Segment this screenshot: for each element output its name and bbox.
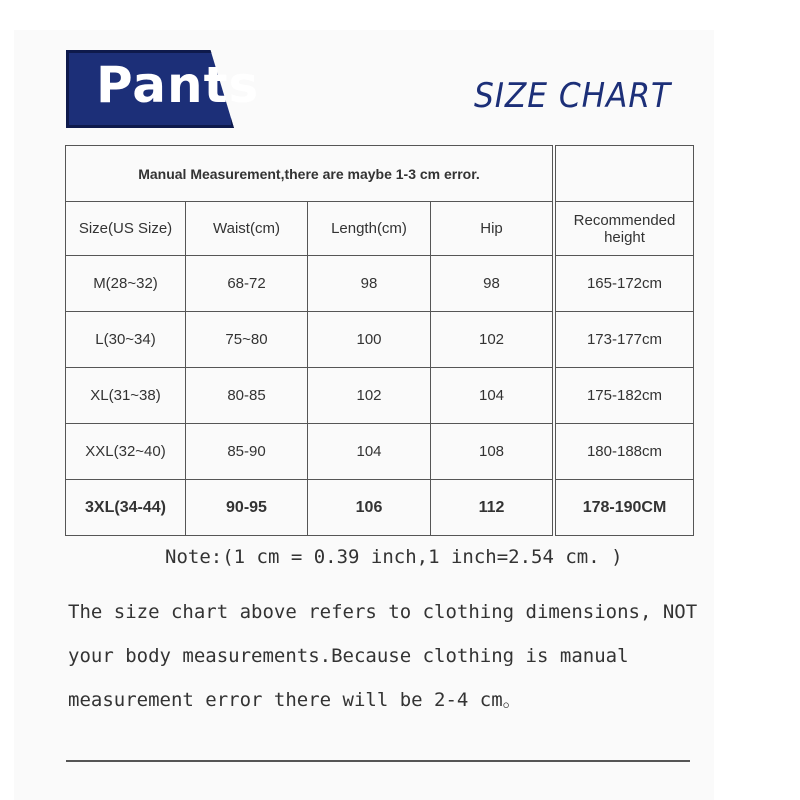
cell-size: 3XL(34-44) — [66, 480, 186, 536]
side-empty-cell — [556, 146, 694, 202]
cell-waist: 80-85 — [186, 368, 308, 424]
cell-height: 175-182cm — [556, 368, 694, 424]
header-hip: Hip — [431, 202, 553, 256]
cell-waist: 85-90 — [186, 424, 308, 480]
cell-length: 102 — [308, 368, 431, 424]
cell-length: 98 — [308, 256, 431, 312]
table-header-row — [66, 202, 553, 256]
table-row — [66, 368, 553, 424]
cell-height: 165-172cm — [556, 256, 694, 312]
description-line: measurement error there will be 2-4 cm。 — [68, 689, 522, 711]
description-line: your body measurements.Because clothing is manual — [68, 645, 629, 667]
cell-size: XXL(32~40) — [66, 424, 186, 480]
header-waist: Waist(cm) — [186, 202, 308, 256]
description-text — [68, 590, 698, 722]
header-size: Size(US Size) — [66, 202, 186, 256]
size-table — [65, 145, 553, 536]
cell-hip: 98 — [431, 256, 553, 312]
header-recommended-height: Recommended height — [556, 202, 694, 256]
header-length: Length(cm) — [308, 202, 431, 256]
table-row — [66, 312, 553, 368]
cell-hip: 104 — [431, 368, 553, 424]
table-row — [66, 424, 553, 480]
cell-waist: 68-72 — [186, 256, 308, 312]
table-row — [66, 480, 553, 536]
cell-size: M(28~32) — [66, 256, 186, 312]
cell-height: 173-177cm — [556, 312, 694, 368]
recommended-height-table — [555, 145, 694, 536]
cell-waist: 90-95 — [186, 480, 308, 536]
cell-length: 104 — [308, 424, 431, 480]
banner-label: Pants — [96, 56, 260, 114]
cell-hip: 112 — [431, 480, 553, 536]
cell-length: 106 — [308, 480, 431, 536]
size-chart-title: SIZE CHART — [474, 76, 672, 116]
cell-hip: 108 — [431, 424, 553, 480]
table-row — [66, 256, 553, 312]
bottom-divider — [66, 760, 690, 762]
conversion-note: Note:(1 cm = 0.39 inch,1 inch=2.54 cm. ) — [165, 546, 623, 568]
cell-size: XL(31~38) — [66, 368, 186, 424]
table-note: Manual Measurement,there are maybe 1-3 cm error. — [66, 146, 553, 202]
cell-hip: 102 — [431, 312, 553, 368]
cell-height: 178-190CM — [556, 480, 694, 536]
cell-length: 100 — [308, 312, 431, 368]
cell-height: 180-188cm — [556, 424, 694, 480]
description-line: The size chart above refers to clothing dimensions, NOT — [68, 601, 698, 623]
cell-waist: 75~80 — [186, 312, 308, 368]
cell-size: L(30~34) — [66, 312, 186, 368]
